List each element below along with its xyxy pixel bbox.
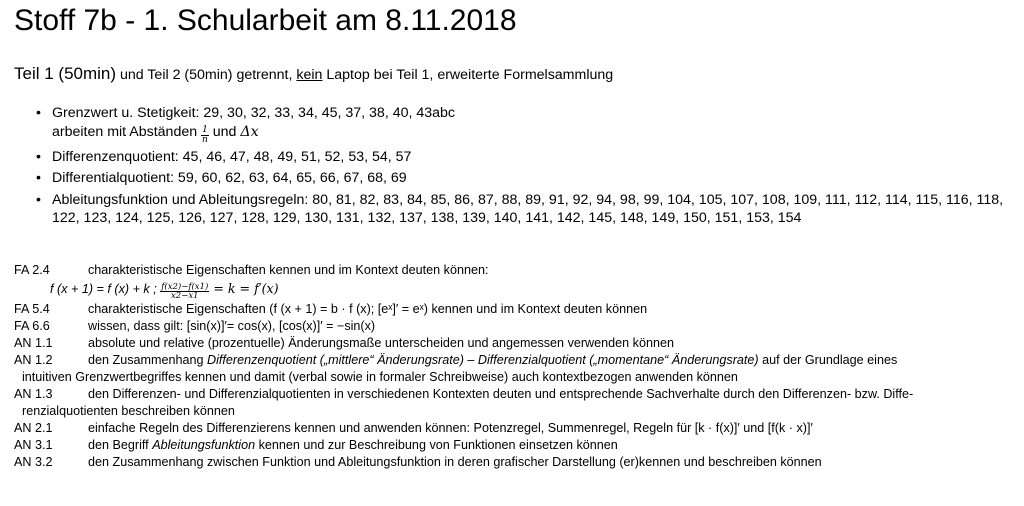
goal-text: charakteristische Eigenschaften (f (x + 1) = b · f (x); [eˣ]′ = eˣ) kennen und im Kontext deuten können xyxy=(88,301,648,316)
goal-code: FA 2.4 xyxy=(14,263,50,277)
goal-continuation: renzialquotienten beschreiben können xyxy=(22,403,235,418)
bullet-icon: • xyxy=(36,148,41,165)
goal-item xyxy=(14,335,1014,352)
topic-line2-mid: und xyxy=(208,123,241,140)
fraction: $\frac{1}{n}$ xyxy=(202,124,208,145)
topic-item xyxy=(36,148,1021,167)
bullet-icon: • xyxy=(36,191,41,208)
goal-item xyxy=(14,262,1014,279)
goal-code: FA 6.6 xyxy=(14,318,50,333)
topic-line2-prefix: arbeiten mit Abständen xyxy=(52,123,202,140)
topic-text: Ableitungsfunktion und Ableitungsregeln: 80, 81, 82, 83, 84, 85, 86, 87, 88, 89, 91, 92, 94, 98, 99, 104, 105, 107, 108, 109, 111, 112, 114, 115, 116, 118, 122, 123, 124, 125, 126, 127, 128, 129, 130, 131, 132, 137, 138, 139, 140, 141, 142, 145, 148, 149, 150, 151, 153, 154 xyxy=(52,191,1004,226)
topic-item xyxy=(36,104,1021,145)
intro-underlined: kein xyxy=(296,67,323,83)
topic-list xyxy=(36,104,1021,231)
intro-line xyxy=(14,64,613,85)
topic-text: Grenzwert u. Stetigkeit: 29, 30, 32, 33, 34, 45, 37, 38, 40, 43abc xyxy=(52,105,456,121)
goal-text: den Begriff xyxy=(88,437,153,452)
goal-code: AN 3.2 xyxy=(14,454,53,469)
goal-text-italic: Ableitungsfunktion xyxy=(152,437,256,452)
goal-text-italic: Differenzenquotient („mittlere“ Änderungsrate) – Differenzialquotient („momentane“ Änderungsrate) xyxy=(207,352,759,367)
goal-code: AN 3.1 xyxy=(14,437,53,452)
goal-code: AN 1.1 xyxy=(14,335,53,350)
delta-x: Δx xyxy=(240,123,259,140)
bullet-icon: • xyxy=(36,170,41,186)
goal-text: einfache Regeln des Differenzierens kennen und anwenden können: Potenzregel, Summenregel, Regeln für [k · f(x)]′ und [f(k · x)]′ xyxy=(88,420,813,435)
goal-text: kennen und zur Beschreibung von Funktionen einsetzen können xyxy=(255,437,618,452)
fraction: $\frac{f(x2)-f(x1)}{x2-x1}$ xyxy=(161,281,209,301)
goal-item xyxy=(14,352,1014,386)
intro-part1: Teil 1 (50min) xyxy=(14,64,117,83)
intro-middle: und Teil 2 (50min) getrennt, xyxy=(116,67,297,83)
topic-item xyxy=(36,169,1021,188)
goal-code: AN 2.1 xyxy=(14,420,53,435)
goal-item xyxy=(14,318,1014,335)
goal-text: charakteristische Eigenschaften kennen und im Kontext deuten können: xyxy=(88,263,489,277)
goal-text: den Zusammenhang zwischen Funktion und Ableitungsfunktion in deren grafischer Darstellung (er)kennen und beschreiben können xyxy=(88,454,822,469)
goal-code: AN 1.3 xyxy=(14,386,53,401)
goal-text: auf der Grundlage eines xyxy=(758,352,898,367)
formula-prefix: f (x + 1) = f (x) + k ; xyxy=(50,282,161,296)
goal-item xyxy=(14,454,1014,471)
intro-rest: Laptop bei Teil 1, erweiterte Formelsammlung xyxy=(322,67,614,83)
topic-text: Differentialquotient: 59, 60, 62, 63, 64, 65, 66, 67, 68, 69 xyxy=(52,170,407,186)
bullet-icon: • xyxy=(36,105,41,121)
topic-text: Differenzenquotient: 45, 46, 47, 48, 49, 51, 52, 53, 54, 57 xyxy=(52,148,412,165)
goal-text: wissen, dass gilt: [sin(x)]′= cos(x), [cos(x)]′ = −sin(x) xyxy=(88,318,376,333)
goal-text: den Differenzen- und Differenzialquotienten in verschiedenen Kontexten deuten und entsprechende Sachverhalte durch den Differenzen- bzw. Diffe- xyxy=(88,386,914,401)
goal-item xyxy=(14,420,1014,437)
goal-item xyxy=(14,386,1014,420)
goal-item xyxy=(14,437,1014,454)
goal-text: absolute und relative (prozentuelle) Änderungsmaße unterscheiden und angemessen verwenden können xyxy=(88,335,674,350)
goal-formula xyxy=(14,279,1014,301)
formula-suffix: = k = f′(x) xyxy=(209,281,279,296)
goal-text: den Zusammenhang xyxy=(88,352,208,367)
goal-code: FA 5.4 xyxy=(14,301,50,316)
goal-item xyxy=(14,301,1014,318)
topic-item xyxy=(36,191,1021,228)
goal-continuation: intuitiven Grenzwertbegriffes kennen und damit (verbal sowie in formaler Schreibweise) auch kontextbezogen anwenden können xyxy=(22,369,738,384)
page-title: Stoff 7b - 1. Schularbeit am 8.11.2018 xyxy=(14,4,517,37)
goal-code: AN 1.2 xyxy=(14,352,53,367)
learning-goals xyxy=(14,262,1014,471)
